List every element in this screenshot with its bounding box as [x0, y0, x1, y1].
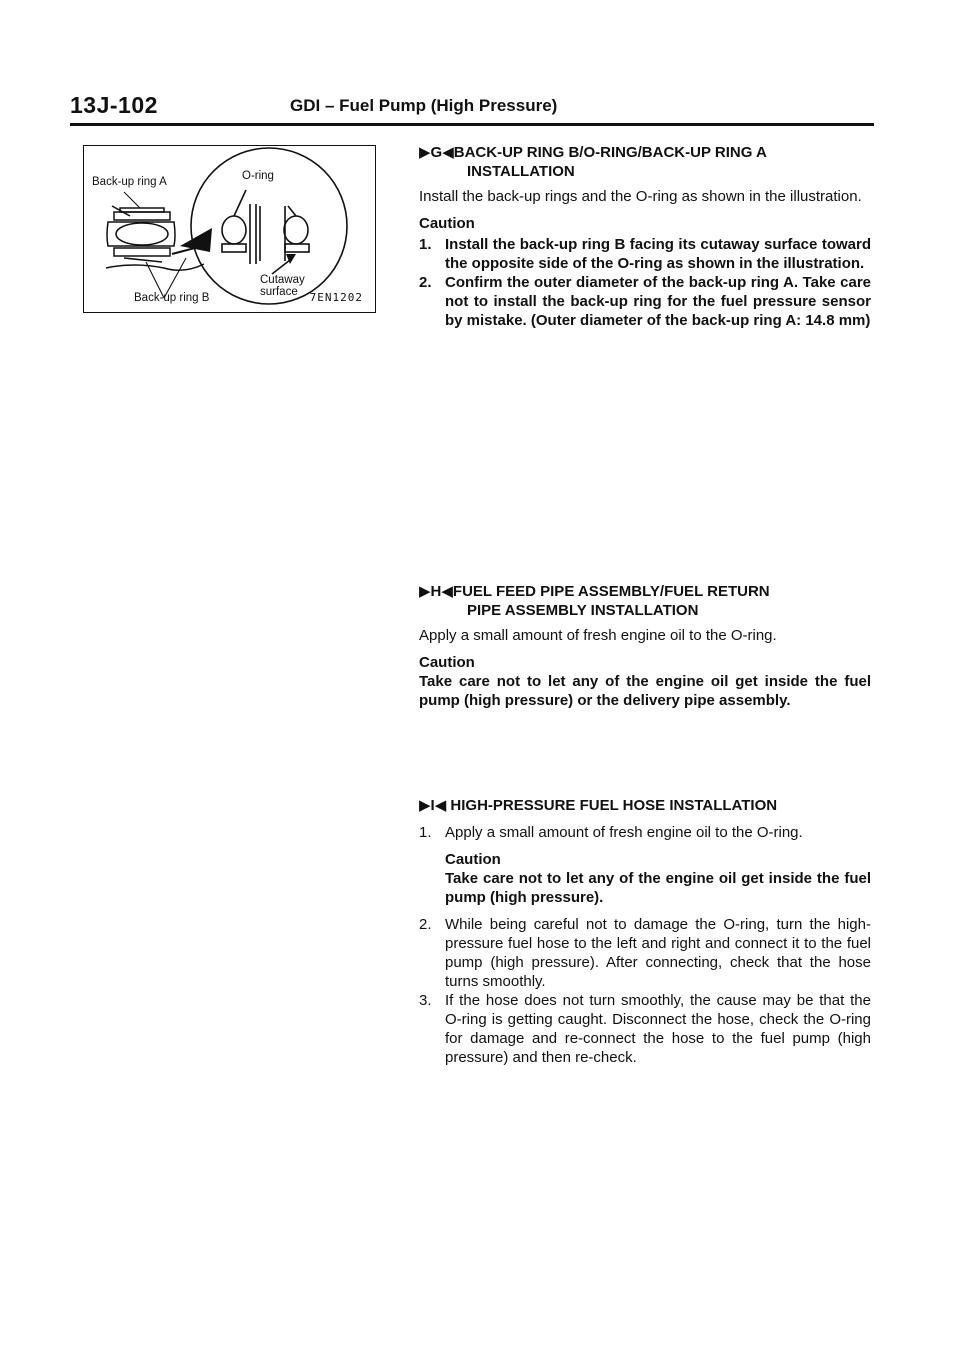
caution-text: Take care not to let any of the engine oil get inside the fuel pump (high pressure) or the delivery pipe assembly.: [419, 673, 871, 709]
page-number: 13J-102: [70, 92, 158, 118]
section-heading: ▶I◀ HIGH-PRESSURE FUEL HOSE INSTALLATION: [419, 797, 778, 814]
section-body: Apply a small amount of fresh engine oil to the O-ring.: [419, 627, 777, 644]
label-surface: surface: [260, 286, 298, 298]
header-rule: [70, 123, 874, 126]
page-title: GDI – Fuel Pump (High Pressure): [290, 96, 558, 115]
caution-list: [419, 235, 871, 330]
caution-text: Take care not to let any of the engine oil get inside the fuel pump (high pressure).: [445, 870, 871, 906]
section-heading: ▶G◀BACK-UP RING B/O-RING/BACK-UP RING A INSTALLATION: [419, 144, 767, 180]
figure-code: 7EN1202: [309, 291, 363, 304]
o-ring-illustration: [83, 145, 376, 313]
caution-item: 1. Install the back-up ring B facing its cutaway surface toward the opposite side of the O-ring as shown in the illustration.: [419, 236, 871, 272]
step-list: [419, 823, 871, 1067]
caution-item: 2. Confirm the outer diameter of the back-up ring A. Take care not to install the back-up ring for the fuel pressure sensor by mistake. (Outer diameter of the back-up ring A: 14.8 mm): [419, 274, 871, 329]
section-fuel-pipe-installation: [419, 582, 871, 710]
caution-heading: Caution: [419, 215, 475, 232]
o-ring-diagram: [84, 146, 377, 314]
section-body: Install the back-up rings and the O-ring as shown in the illustration.: [419, 188, 862, 205]
section-high-pressure-hose-installation: [419, 796, 871, 1067]
label-cutaway: Cutaway: [260, 274, 305, 286]
section-marker-h: ▶H◀: [419, 583, 453, 600]
step-item: 3. If the hose does not turn smoothly, the cause may be that the O-ring is getting caught. Disconnect the hose, check the O-ring for damage and re-connect the hose to the fuel pump (high pressure) and then re-check.: [419, 992, 871, 1066]
section-marker-i: ▶I◀: [419, 797, 447, 814]
label-o-ring: O-ring: [242, 170, 274, 182]
section-marker-g: ▶G◀: [419, 144, 454, 161]
section-backup-ring-installation: [419, 143, 871, 330]
label-backup-ring-b: Back-up ring B: [134, 292, 210, 304]
label-backup-ring-a: Back-up ring A: [92, 176, 167, 188]
step-item: 1. Apply a small amount of fresh engine oil to the O-ring. Caution Take care not to let any of the engine oil get inside the fuel pump (high pressure).: [419, 824, 871, 906]
caution-heading: Caution: [419, 654, 475, 671]
step-item: 2. While being careful not to damage the O-ring, turn the high-pressure fuel hose to the left and right and connect it to the fuel pump (high pressure). After connecting, check that the hose turns smoothly.: [419, 916, 871, 990]
section-heading: ▶H◀FUEL FEED PIPE ASSEMBLY/FUEL RETURN PIPE ASSEMBLY INSTALLATION: [419, 583, 770, 619]
caution-heading: Caution: [445, 851, 501, 868]
